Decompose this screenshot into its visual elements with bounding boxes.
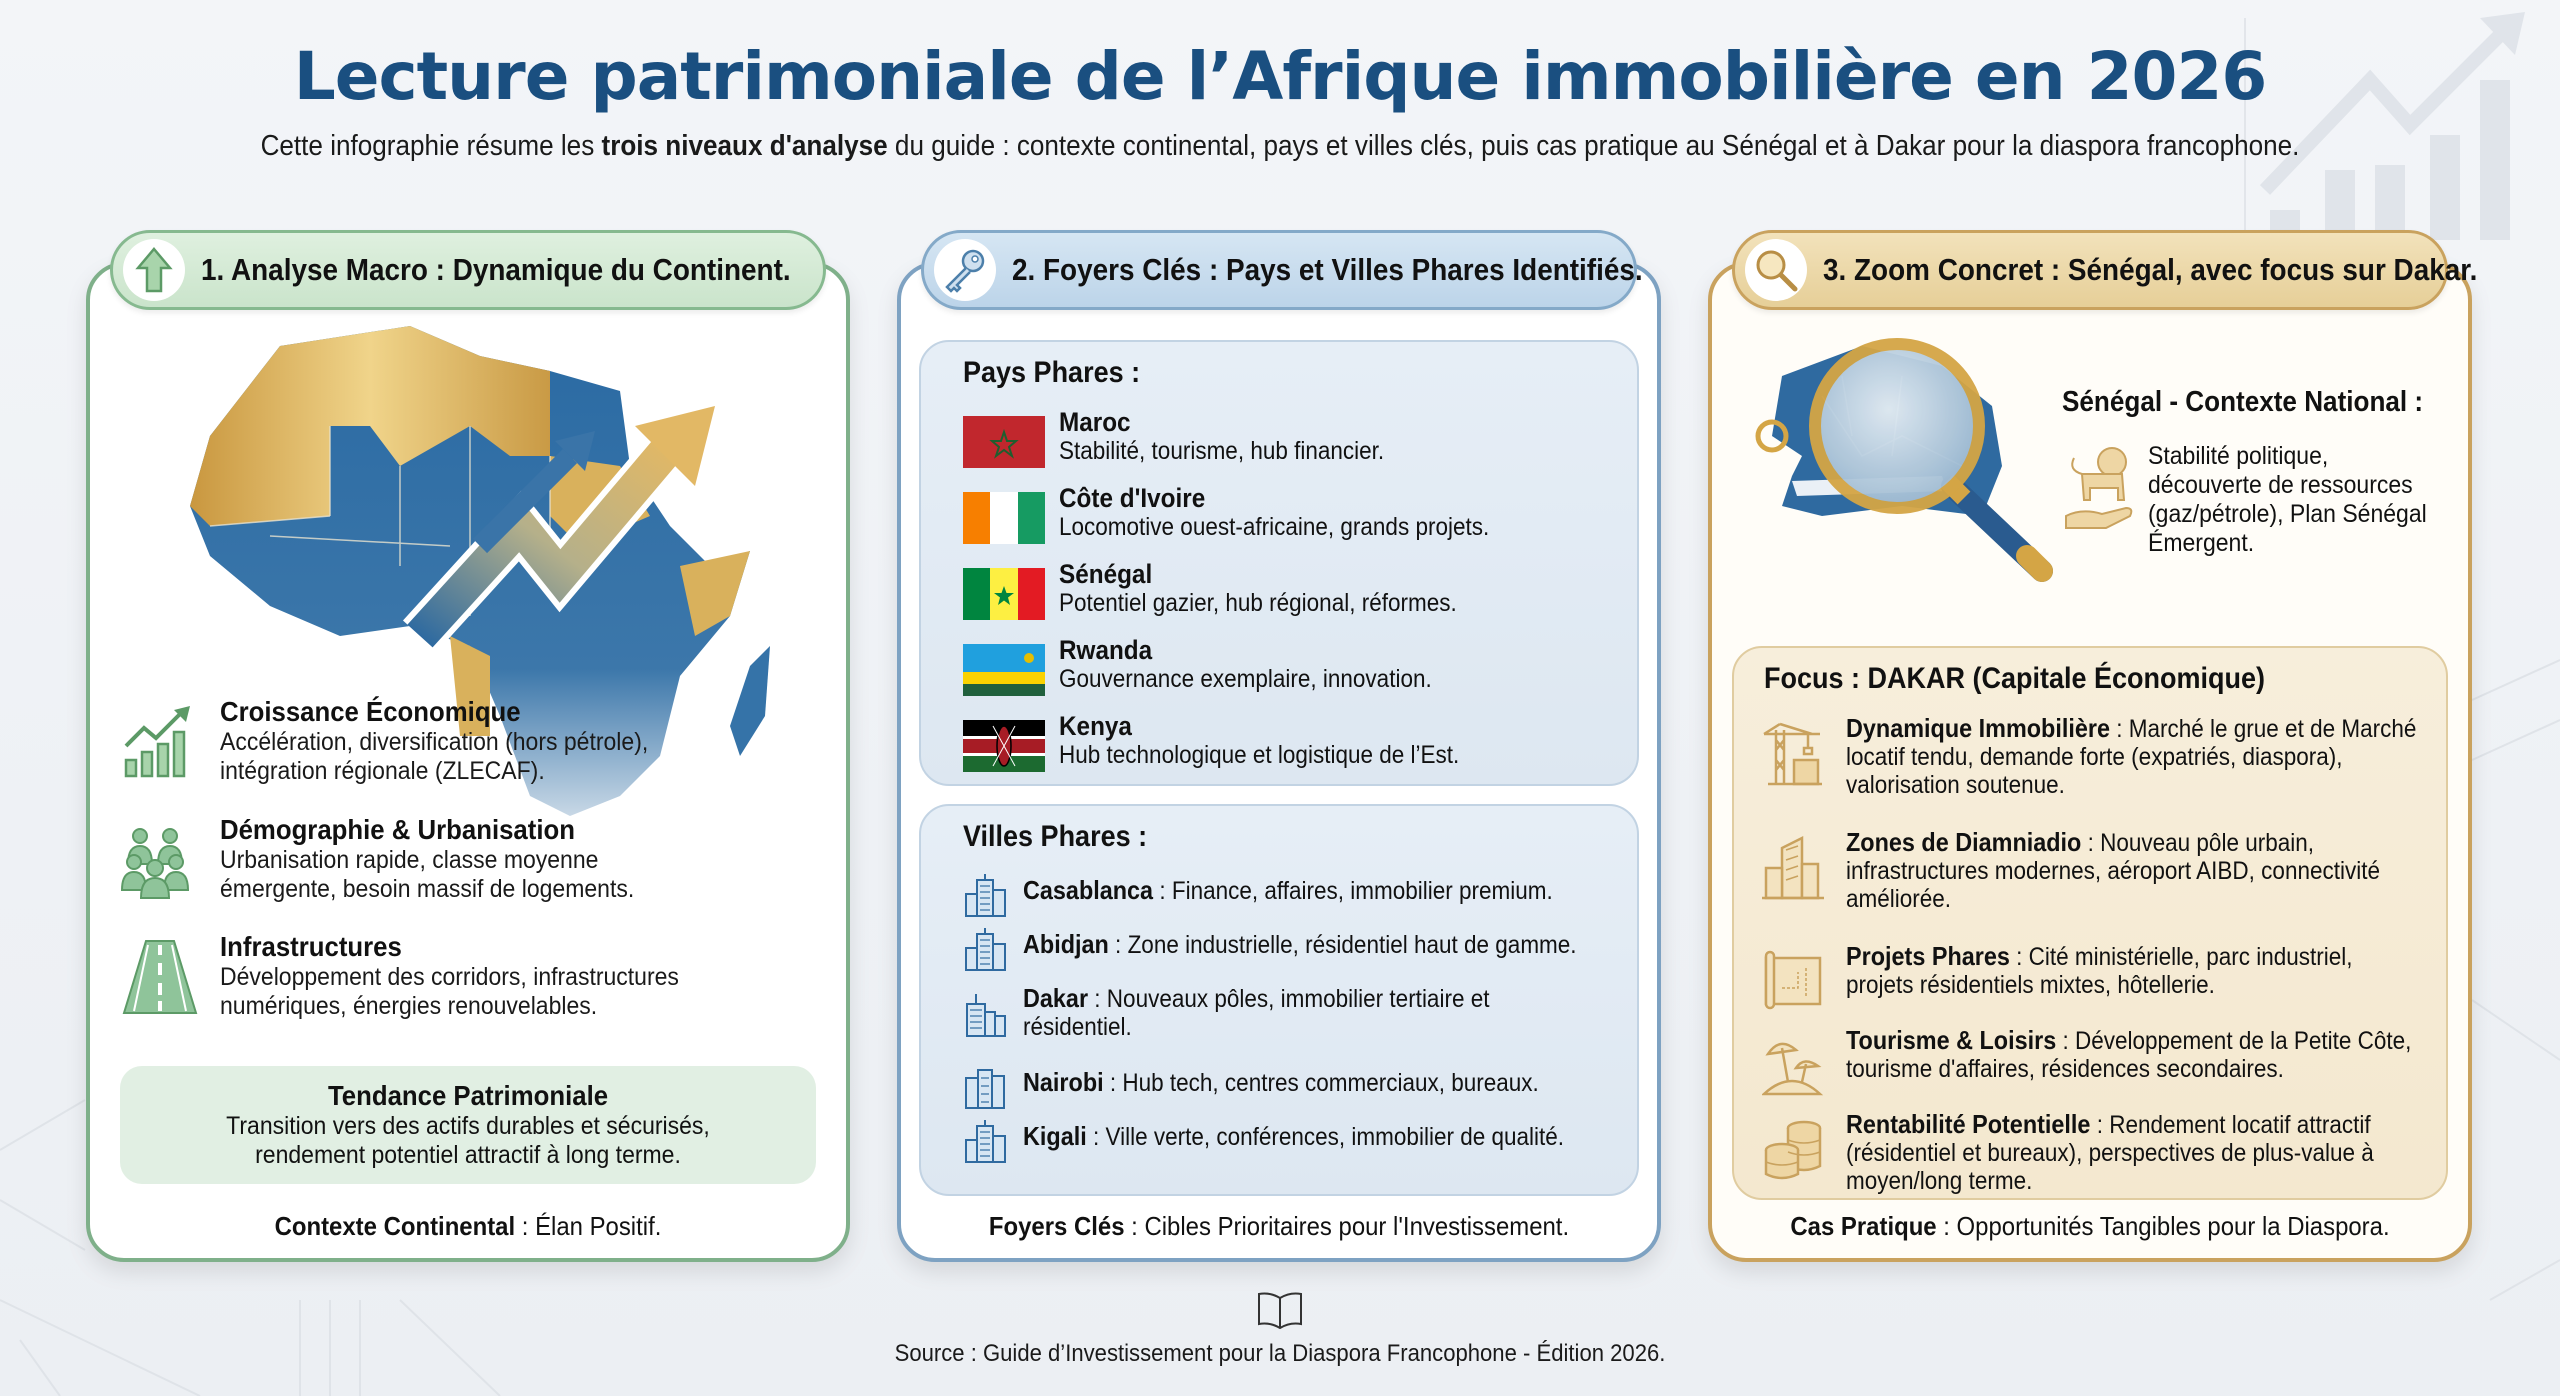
road-icon	[120, 937, 200, 1017]
rwanda-flag-icon	[963, 644, 1045, 696]
page-subtitle: Cette infographie résume les trois niveaux d'analyse du guide : contexte continental, pays et villes clés, puis cas pratique au Sénégal et à Dakar pour la diaspora francophone.	[260, 130, 2300, 162]
city-item-kigali: Kigali : Ville verte, conférences, immobilier de qualité.	[963, 1122, 1663, 1164]
growth-chart-icon	[120, 702, 200, 782]
arrow-up-icon	[123, 239, 185, 301]
countries-panel	[919, 340, 1639, 786]
country-item-cote-divoire: Côte d'Ivoire Locomotive ouest-africaine, grands projets.	[963, 484, 1537, 544]
focus-item-tourisme: Tourisme & Loisirs : Développement de la Petite Côte, tourisme d'affaires, résidences secondaires.	[1762, 1026, 2486, 1098]
lion-hand-icon	[2062, 444, 2140, 534]
country-item-kenya: Kenya Hub technologique et logistique de l’Est.	[963, 712, 1504, 772]
city-building-icon	[963, 1118, 1009, 1164]
feature-infrastructures: Infrastructures Développement des corridors, infrastructures numériques, énergies renouvelables.	[120, 931, 800, 1021]
column-footer: Contexte Continental : Élan Positif.	[274, 1211, 662, 1241]
feature-economic-growth: Croissance Économique Accélération, diversification (hors pétrole), intégration régionale (ZLECAF).	[120, 696, 800, 786]
blueprint-icon	[1762, 948, 1824, 1014]
cote-divoire-flag-icon	[963, 492, 1045, 544]
kenya-flag-icon	[963, 720, 1045, 772]
city-building-icon	[963, 992, 1009, 1038]
column-header-macro	[110, 230, 826, 310]
column-header-concrete-zoom	[1732, 230, 2478, 310]
country-item-rwanda: Rwanda Gouvernance exemplaire, innovation.	[963, 636, 1473, 696]
national-context-text: Stabilité politique, découverte de ressources (gaz/pétrole), Plan Sénégal Émergent.	[2148, 442, 2427, 557]
column-concrete-zoom	[1708, 252, 2478, 1262]
magnifier-icon	[1745, 239, 1807, 301]
national-context-title: Sénégal - Contexte National :	[2062, 386, 2424, 418]
cities-title: Villes Phares :	[963, 820, 1148, 853]
crane-icon	[1762, 720, 1824, 786]
page-title: Lecture patrimoniale de l’Afrique immobilière en 2026	[293, 38, 2267, 115]
senegal-map-magnifier-illustration	[1742, 316, 2082, 586]
dakar-focus-panel	[1732, 646, 2448, 1200]
focus-item-diamniadio: Zones de Diamniadio : Nouveau pôle urbain, infrastructures modernes, aéroport AIBD, connectivité améliorée.	[1762, 828, 2486, 913]
morocco-flag-icon	[963, 416, 1045, 468]
column-title: 1. Analyse Macro : Dynamique du Continent.	[201, 252, 791, 287]
palm-island-icon	[1762, 1032, 1824, 1098]
city-building-icon	[963, 872, 1009, 918]
column-title: 2. Foyers Clés : Pays et Villes Phares Identifiés.	[1012, 252, 1643, 287]
source-citation: Source : Guide d’Investissement pour la Diaspora Francophone - Édition 2026.	[894, 1340, 1666, 1367]
city-item-nairobi: Nairobi : Hub tech, centres commerciaux, bureaux.	[963, 1068, 1663, 1110]
column-key-focus	[897, 252, 1661, 1262]
column-title: 3. Zoom Concret : Sénégal, avec focus sur Dakar.	[1823, 252, 2478, 287]
people-group-icon	[120, 820, 200, 900]
feature-demography: Démographie & Urbanisation Urbanisation rapide, classe moyenne émergente, besoin massif de logements.	[120, 814, 800, 904]
countries-title: Pays Phares :	[963, 356, 1141, 389]
column-macro-analysis	[86, 252, 850, 1262]
cities-panel	[919, 804, 1639, 1196]
tendance-patrimoniale-box: Tendance Patrimoniale Transition vers des actifs durables et sécurisés, rendement potentiel attractif à long terme.	[120, 1066, 816, 1184]
column-footer: Foyers Clés : Cibles Prioritaires pour l'Investissement.	[988, 1211, 1570, 1241]
column-footer: Cas Pratique : Opportunités Tangibles pour la Diaspora.	[1790, 1211, 2390, 1241]
city-item-dakar: Dakar : Nouveaux pôles, immobilier tertiaire et résidentiel.	[963, 984, 1663, 1041]
focus-title: Focus : DAKAR (Capitale Économique)	[1764, 662, 2266, 695]
senegal-flag-icon	[963, 568, 1045, 620]
city-item-abidjan: Abidjan : Zone industrielle, résidentiel haut de gamme.	[963, 930, 1663, 972]
country-item-senegal: Sénégal Potentiel gazier, hub régional, réformes.	[963, 560, 1501, 620]
key-icon	[934, 239, 996, 301]
country-item-maroc: Maroc Stabilité, tourisme, hub financier.	[963, 408, 1420, 468]
city-item-casablanca: Casablanca : Finance, affaires, immobilier premium.	[963, 876, 1663, 918]
buildings-icon	[1762, 834, 1824, 900]
focus-item-dynamique-immobiliere: Dynamique Immobilière : Marché le grue et de Marché locatif tendu, demande forte (expatriés, diaspora), valorisation soutenue.	[1762, 714, 2486, 799]
city-building-icon	[963, 926, 1009, 972]
coins-icon	[1762, 1116, 1824, 1182]
open-book-icon	[1255, 1290, 1305, 1330]
focus-item-projets-phares: Projets Phares : Cité ministérielle, parc industriel, projets résidentiels mixtes, hôtellerie.	[1762, 942, 2486, 1014]
column-header-key-focus	[921, 230, 1643, 310]
city-building-icon	[963, 1064, 1009, 1110]
focus-item-rentabilite: Rentabilité Potentielle : Rendement locatif attractif (résidentiel et bureaux), perspectives de plus-value à moyen/long terme.	[1762, 1110, 2486, 1195]
